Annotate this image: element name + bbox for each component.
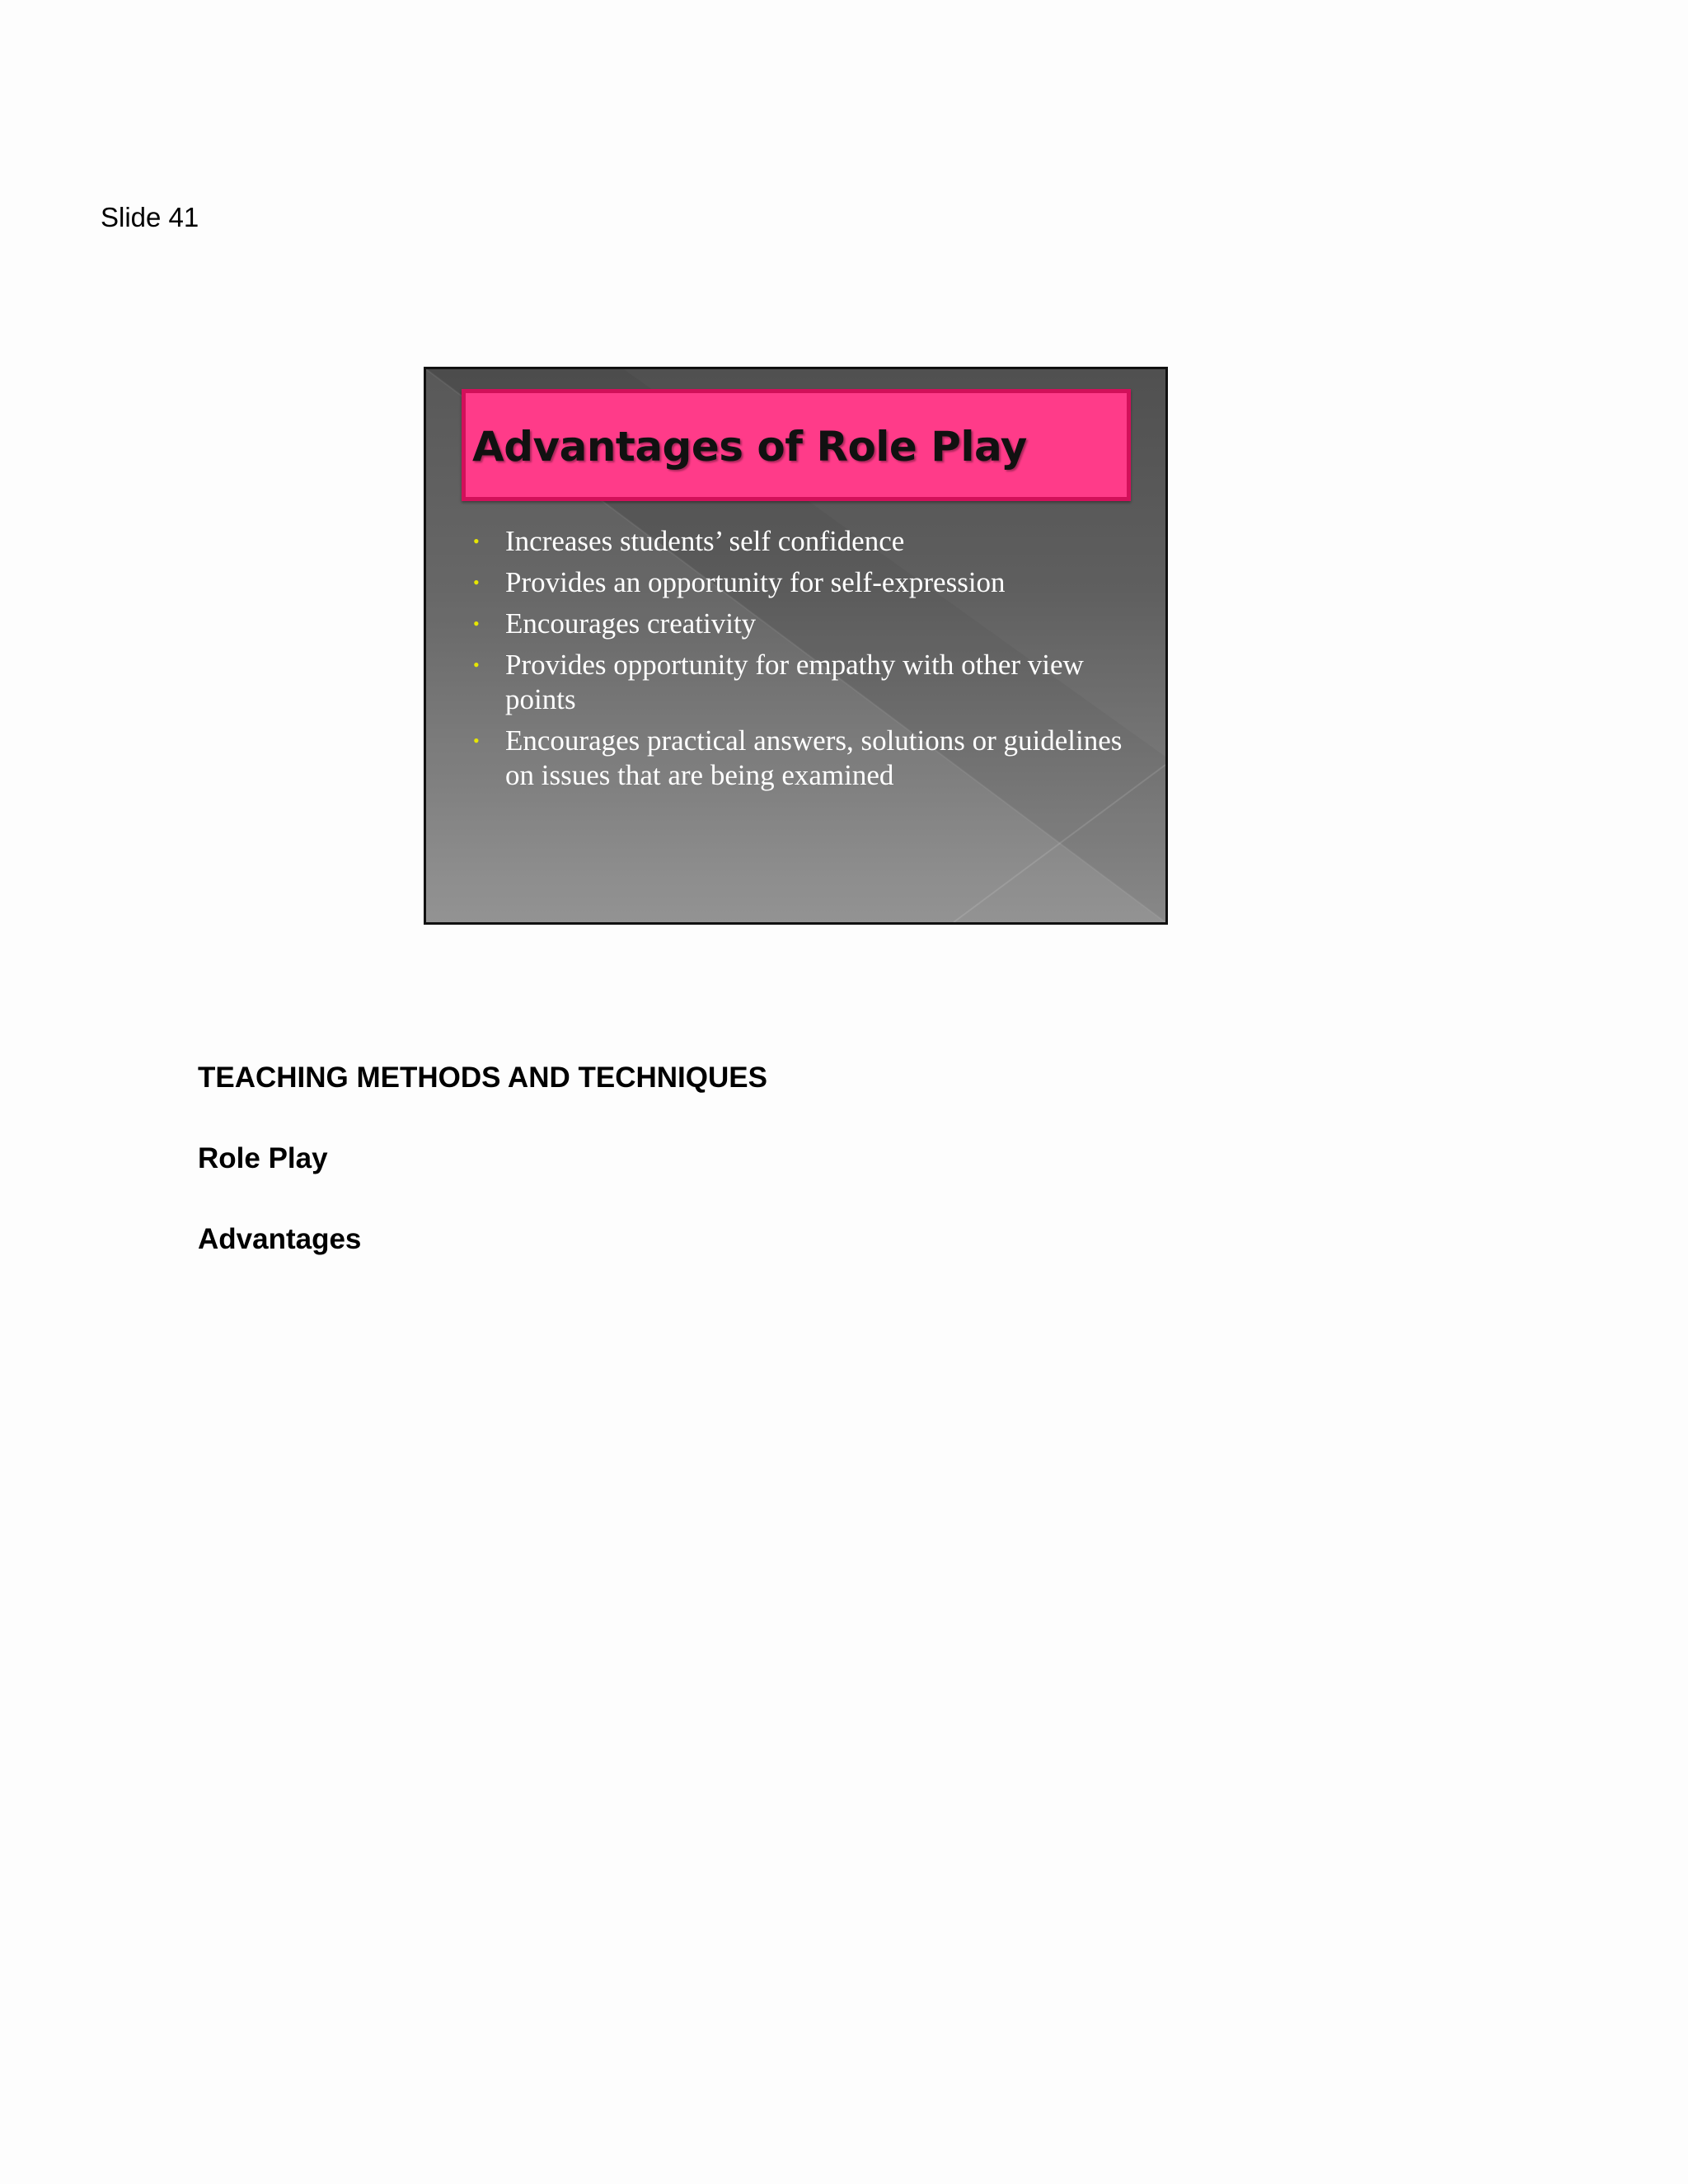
bullet-marker-icon: • <box>473 613 480 634</box>
slide-bullet-item <box>471 607 1139 641</box>
slide-bullet-item <box>471 565 1139 600</box>
slide-bullet-item <box>471 648 1139 717</box>
bullet-text: Increases students’ self confidence <box>505 525 905 557</box>
slide-title-box <box>462 389 1131 501</box>
slide-thumbnail <box>424 367 1168 925</box>
bullet-marker-icon: • <box>473 654 480 675</box>
bullet-marker-icon: • <box>473 730 480 751</box>
bullet-marker-icon: • <box>473 572 480 593</box>
notes-heading: TEACHING METHODS AND TECHNIQUES <box>198 1062 767 1094</box>
bullet-text: Encourages creativity <box>505 607 757 640</box>
slide-title: Advantages of Role Play <box>472 423 1027 471</box>
notes-topic: Role Play <box>198 1142 328 1174</box>
bullet-marker-icon: • <box>473 531 480 551</box>
slide-bullet-list <box>471 524 1139 799</box>
bullet-text: Provides opportunity for empathy with other view points <box>505 649 1084 715</box>
notes-subtopic: Advantages <box>198 1223 362 1255</box>
slide-bullet-item <box>471 724 1139 793</box>
slide-number-label: Slide 41 <box>101 202 199 232</box>
slide-bullet-item <box>471 524 1139 559</box>
bullet-text: Encourages practical answers, solutions or guidelines on issues that are being examined <box>505 724 1123 791</box>
bullet-text: Provides an opportunity for self-expression <box>505 566 1006 598</box>
